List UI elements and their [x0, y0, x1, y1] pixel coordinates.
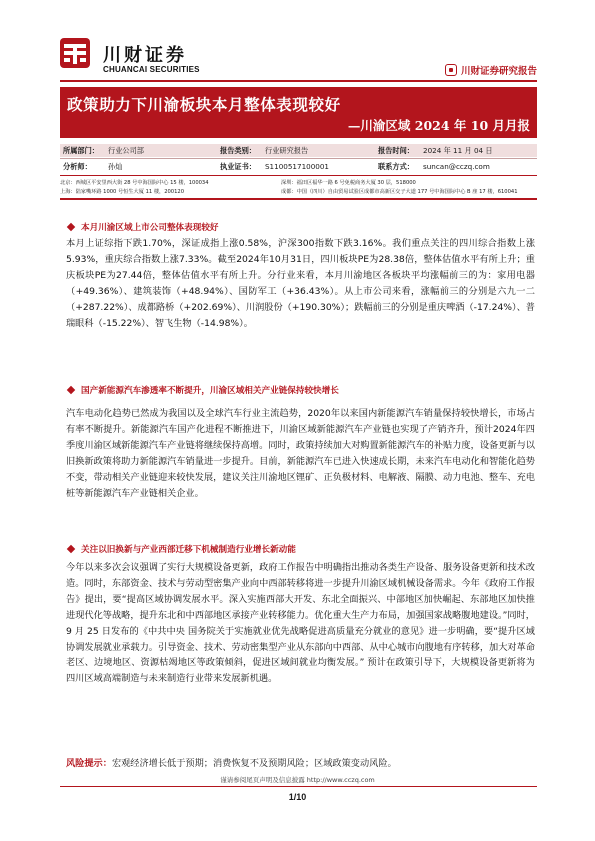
- email-value: suncan@cczq.com: [423, 162, 490, 171]
- page-number: 1/10: [288, 792, 307, 802]
- diamond-bullet-icon: [67, 386, 75, 394]
- report-type-badge: [445, 63, 537, 77]
- header-divider: [60, 80, 537, 82]
- dept-label: 所属部门：: [63, 145, 99, 155]
- chuancai-logo-icon: [60, 38, 90, 68]
- section-heading-text: 国产新能源汽车渗透率不断提升，川渝区域相关产业链保持较快增长: [81, 386, 339, 396]
- section-heading-3: [68, 543, 537, 555]
- date-value: 2024 年 11 月 04 日: [423, 145, 493, 155]
- section-heading-1: [68, 221, 537, 233]
- date-label: 报告时间：: [378, 145, 414, 155]
- section-body-1: 本月上证综指下跌1.70%，深证成指上涨0.58%，沪深300指数下跌3.16%。我们重点关注的四川综合指数上涨5.93%，重庆综合指数上涨7.33%。截至2024年10月31日，四川板块PE为28.38倍，整体估值水平有所上升；重庆板块PE为27.44倍，整体估值水平有所上升。分行业来看，本月川渝地区各板块平均涨幅前三的为：家用电器（+49.36%）、建筑装饰（+48.94%）、国防军工（+36.43%）。从上市公司来看，涨幅前三的分别是六九一二（+287.22%）、成都路桥（+202.69%）、川润股份（+190.30%）；跌幅前三的分别是重庆啤酒（-17.24%）、普瑞眼科（-15.22%）、智飞生物（-14.98%）。: [66, 238, 535, 329]
- analyst-value: 孙灿: [108, 161, 123, 171]
- report-type-label: 川财证券研究报告: [460, 66, 537, 77]
- risk-label: 风险提示：: [66, 758, 112, 769]
- meta-divider: [60, 158, 537, 159]
- email-label: 联系方式：: [378, 161, 414, 171]
- address-row-2: [60, 188, 537, 195]
- meta-row-department: [60, 144, 537, 157]
- risk-warning: [66, 757, 535, 770]
- logo-english-name: CHUANCAI SECURITIES: [103, 65, 200, 74]
- risk-text: 宏观经济增长低于预期；消费恢复不及预期风险；区域政策变动风险。: [111, 758, 397, 769]
- cert-label: 执业证书：: [220, 161, 256, 171]
- section-heading-text: 关注以旧换新与产业西部迁移下机械制造行业增长新动能: [81, 545, 296, 555]
- type-label: 报告类别：: [220, 145, 256, 155]
- section-body-3: 今年以来多次会议强调了实行大规模设备更新，政府工作报告中明确指出推动各类生产设备、服务设备更新和技术改造。同时，东部资金、技术与劳动型密集产业向中西部转移将进一步提升川渝区域机械设备需求。今年《政府工作报告》提出，要“提高区域协调发展水平。深入实施西部大开发、东北全面振兴、中部地区加快崛起、东部地区加快推进现代化等战略，提升东北和中西部地区承接产业转移能力。优化重大生产力布局，加强国家战略腹地建设。”同时，9 月 25 日发布的《中共中央 国务院关于实施就业优先战略促进高质量充分就业的意见》进一步明确，要“提升区域协调发展就业承载力。引导资金、技术、劳动密集型产业从东部向中西部、从中心城市向腹地有序转移，加大对革命老区、边境地区、资源枯竭地区等政策倾斜，促进区域间就业均衡发展。” 预计在政策引导下，大规模设备更新将为四川区域高端制造与未来制造行业带来发展新机遇。: [66, 562, 535, 685]
- diamond-bullet-icon: [67, 223, 75, 231]
- report-badge-icon: [445, 64, 457, 76]
- report-subtitle: —川渝区域 2024 年 10 月月报: [347, 118, 530, 133]
- footer-divider: [60, 786, 537, 787]
- meta-row-analyst: [60, 160, 537, 173]
- address-chengdu: 成都：中国（四川）自由贸易试验区成都市高新区交子大道 177 号中海国际中心 B 座 17 楼，610041: [281, 189, 518, 195]
- address-shanghai: 上海：陆家嘴环路 1000 号恒生大厦 11 楼，200120: [60, 189, 185, 195]
- type-value: 行业研究报告: [265, 145, 309, 155]
- section-heading-2: [68, 384, 537, 396]
- address-row-1: [60, 179, 537, 186]
- meta-bottom-divider: [60, 175, 537, 176]
- section-heading-text: 本月川渝区域上市公司整体表现较好: [81, 223, 219, 233]
- address-shenzhen: 深圳：福田区福华一路 6 号免税商务大厦 30 层，518000: [281, 180, 416, 186]
- address-beijing: 北京：西城区平安里西大街 28 号中海国际中心 15 楼，100034: [60, 180, 209, 186]
- diamond-bullet-icon: [67, 545, 75, 553]
- cert-value: S1100517100001: [265, 162, 330, 171]
- address-divider: [60, 198, 537, 200]
- dept-value: 行业公司部: [108, 145, 144, 155]
- logo-chinese-name: 川财证券: [103, 45, 187, 66]
- title-banner: [60, 87, 537, 138]
- section-body-2: 汽车电动化趋势已然成为我国以及全球汽车行业主流趋势，2020年以来国内新能源汽车销量保持较快增长，市场占有率不断提升。新能源汽车国产化进程不断推进下，川渝区域新能源汽车产业链也实现了产销齐升，预计2024年四季度川渝区域新能源汽车产业链将继续保持高增。同时，政策持续加大对购置新能源汽车的补贴力度，设备更新与以旧换新政策将助力新能源汽车销量进一步提升。目前，新能源汽车已进入快速成长期，未来汽车电动化和智能化趋势不变，带动相关产业链迎来较快发展，建议关注川渝地区锂矿、正负极材料、电解液、隔膜、动力电池、整车、充电桩等新能源汽车产业链相关企业。: [66, 408, 535, 499]
- report-title: 政策助力下川渝板块本月整体表现较好: [67, 95, 341, 114]
- analyst-label: 分析师：: [63, 161, 92, 171]
- disclaimer-note: 谨请参阅尾页声明及信息披露 http://www.cczq.com: [220, 776, 375, 784]
